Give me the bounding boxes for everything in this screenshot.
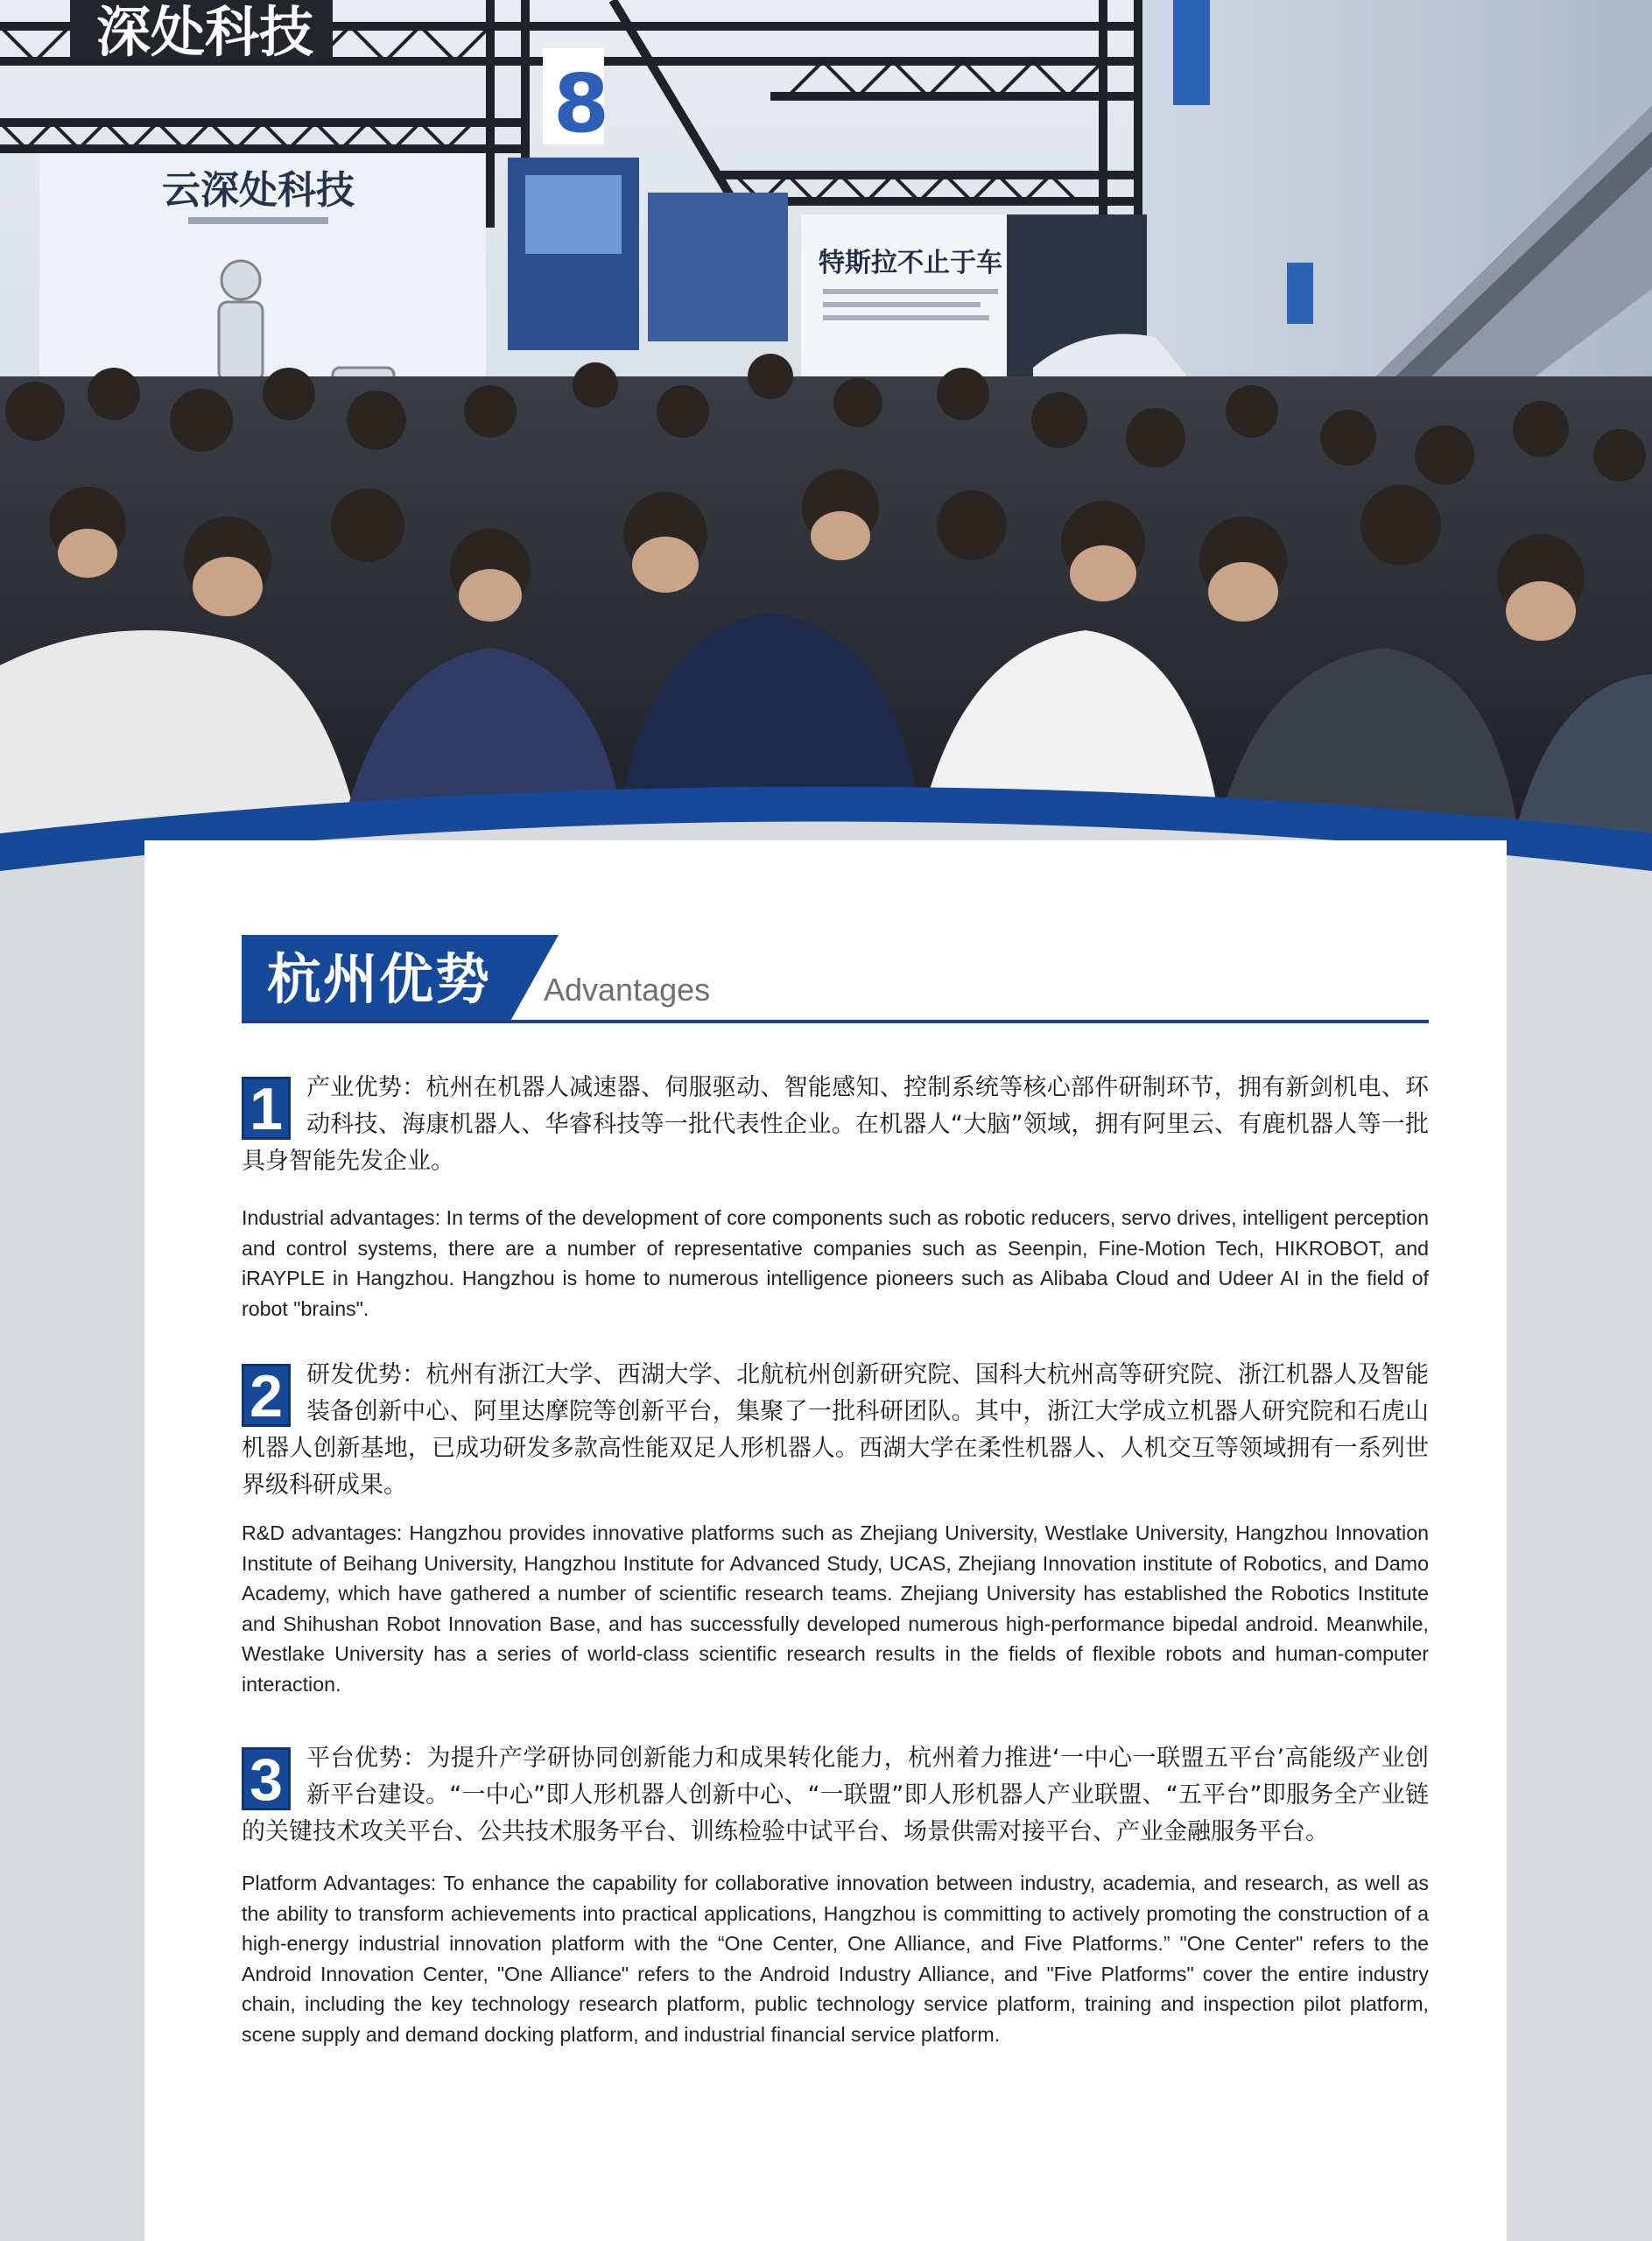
item-text-en: Platform Advantages: To enhance the capability for collaborative innovation between industry, academia, and research, as well as the ability to transform achievements into practical applications, Hangzhou is committing to actively promoting the construction of a high-energy industrial innovation platform with the “One Center, One Alliance, and Five Platforms.” "One Center" refers to the Android Innovation Center, "One Alliance" refers to the Android Industry Alliance, and "Five Platforms" cover the entire industry chain, including the key technology research platform, public technology service platform, training and inspection pilot platform, scene supply and demand docking platform, and industrial financial service platform. (242, 1872, 1429, 2046)
item-text-cn: 产业优势：杭州在机器人减速器、伺服驱动、智能感知、控制系统等核心部件研制环节，拥有新剑机电、环动科技、海康机器人、华睿科技等一批代表性企业。在机器人“大脑”领域，拥有阿里云、有鹿机器人等一批具身智能先发企业。 (242, 1074, 1429, 1175)
exhibition-crowd-photo (0, 0, 1652, 875)
booth-sign-top: 深处科技 (96, 0, 314, 64)
booth-sign-center: 特斯拉不止于车 (819, 248, 1002, 278)
item-text-cn: 研发优势：杭州有浙江大学、西湖大学、北航杭州创新研究院、国科大杭州高等研究院、浙江机器人及智能装备创新中心、阿里达摩院等创新平台，集聚了一批科研团队。其中，浙江大学成立机器人研究院和石虎山机器人创新基地，已成功研发多款高性能双足人形机器人。西湖大学在柔性机器人、人机交互等领域拥有一系列世界级科研成果。 (242, 1361, 1429, 1499)
booth-sign-left: 云深处科技 (162, 168, 355, 213)
item-text-cn: 平台优势：为提升产学研协同创新能力和成果转化能力，杭州着力推进‘一中心一联盟五平台’高能级产业创新平台建设。“一中心”即人形机器人创新中心、“一联盟”即人形机器人产业联盟、“五平台”即服务全产业链的关键技术攻关平台、公共技术服务平台、训练检验中试平台、场景供需对接平台、产业金融服务平台。 (242, 1745, 1429, 1845)
section-divider (242, 1020, 1429, 1023)
section-title-cn: 杭州优势 (267, 947, 492, 1011)
hall-number: 8 (553, 57, 610, 151)
item-text-en: Industrial advantages: In terms of the development of core components such as robotic reducers, servo drives, intelligent perception and control systems, there are a number of representative companies such as Seenpin, Fine-Motion Tech, HIKROBOT, and iRAYPLE in Hangzhou. Hangzhou is home to numerous intelligence pioneers such as Alibaba Cloud and Udeer AI in the field of robot "brains". (242, 1206, 1429, 1320)
section-title-en: Advantages (544, 972, 711, 1008)
item-text-en: R&D advantages: Hangzhou provides innovative platforms such as Zhejiang University, Westlake University, Hangzhou Innovation Institute of Beihang University, Hangzhou Institute for Advanced Study, UCAS, Zhejiang Innovation institute of Robotics, and Damo Academy, which have gathered a number of scientific research teams. Zhejiang University has established the Robotics Institute and Shihushan Robot Innovation Base, and has successfully developed numerous high-performance bipedal android. Meanwhile, Westlake University has a series of world-class scientific research results in the fields of flexible robots and human-computer interaction. (242, 1521, 1429, 1696)
advantage-item-3 (242, 1740, 1429, 2050)
advantage-item-2 (242, 1357, 1429, 1700)
advantage-item-1 (242, 1070, 1429, 1324)
item-number-badge: 1 (242, 1077, 291, 1140)
item-number-badge: 2 (242, 1364, 291, 1427)
item-number-badge: 3 (242, 1747, 291, 1810)
